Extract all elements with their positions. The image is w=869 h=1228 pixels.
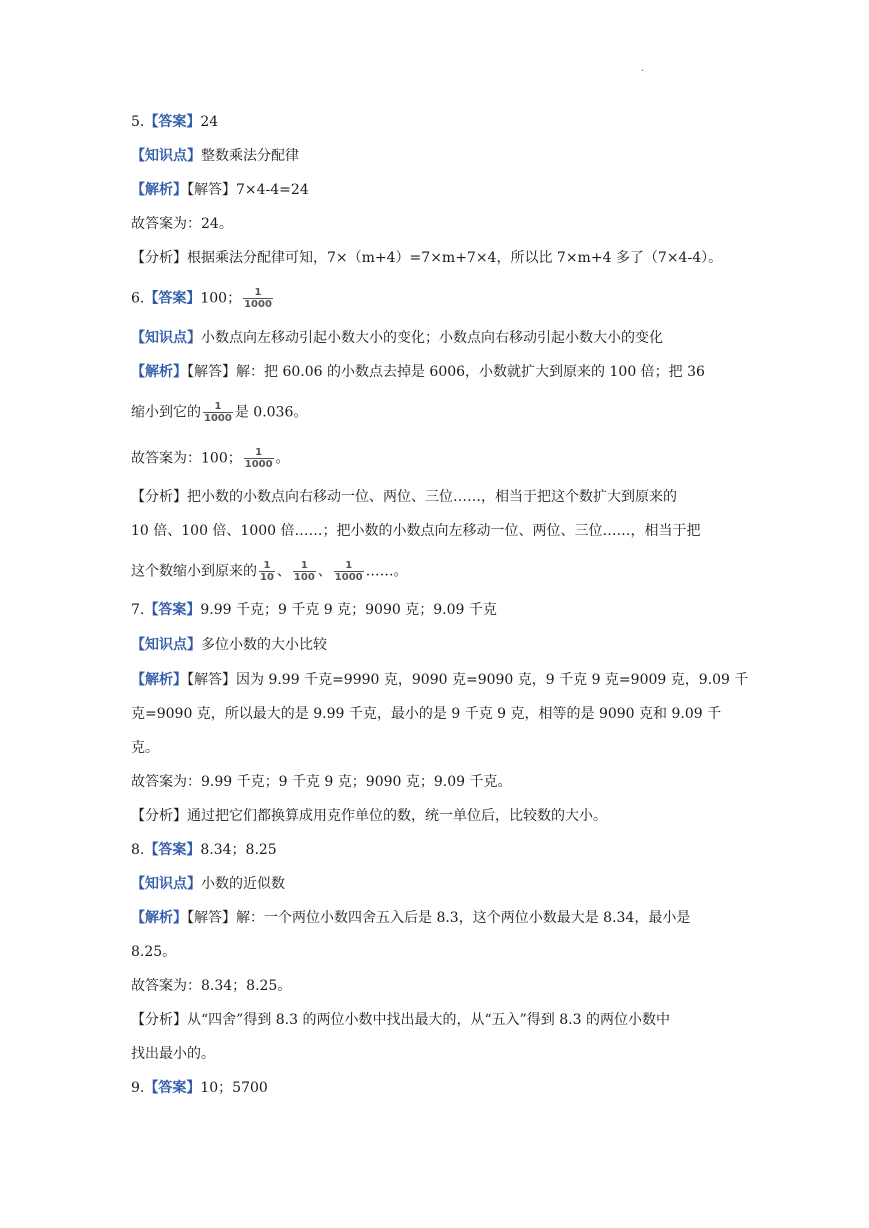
question-number: 6. bbox=[131, 290, 145, 307]
knowledge-text: 小数点向左移动引起小数大小的变化；小数点向右移动引起小数大小的变化 bbox=[201, 330, 663, 346]
separator: 、 bbox=[317, 563, 332, 580]
answer-tag: 【答案】 bbox=[144, 290, 201, 307]
knowledge-text: 多位小数的大小比较 bbox=[201, 637, 327, 653]
fraction-1-1000: $\frac{1}{1000}$ bbox=[244, 287, 272, 310]
solution-tag: 【解答】 bbox=[187, 182, 236, 198]
final-answer-text: 。 bbox=[275, 450, 290, 467]
q7-knowledge-line bbox=[131, 634, 751, 656]
q5-knowledge-line bbox=[131, 145, 751, 167]
q8-analysis-line-2 bbox=[131, 1043, 751, 1065]
knowledge-tag: 【知识点】 bbox=[131, 637, 201, 653]
question-number: 8. bbox=[131, 842, 145, 858]
q7-solution-line-3 bbox=[131, 737, 751, 759]
analysis-text: 10 倍、100 倍、1000 倍……；把小数的小数点向左移动一位、两位、三位……，相当于把 bbox=[131, 523, 701, 539]
final-answer-text: 故答案为：24。 bbox=[131, 216, 233, 232]
fraction-1-1000: $\frac{1}{1000}$ bbox=[334, 560, 363, 583]
fraction-1-100: $\frac{1}{100}$ bbox=[293, 560, 315, 583]
answer-tag: 【答案】 bbox=[144, 842, 201, 858]
analysis-tag: 【分析】 bbox=[131, 250, 187, 266]
answer-text: 9.99 千克；9 千克 9 克；9090 克；9.09 千克 bbox=[200, 602, 497, 618]
q8-analysis-line-1 bbox=[131, 1009, 751, 1031]
q8-solution-line-1 bbox=[131, 907, 751, 929]
q8-final-line bbox=[131, 975, 751, 997]
analysis-text: 从“四舍”得到 8.3 的两位小数中找出最大的，从“五入”得到 8.3 的两位小数中 bbox=[187, 1012, 670, 1028]
analysis-text: 这个数缩小到原来的 bbox=[131, 563, 257, 580]
q5-solution-line bbox=[131, 179, 751, 201]
answer-text: 100； bbox=[200, 290, 242, 307]
q6-analysis-line-2 bbox=[131, 520, 751, 542]
q6-final-line bbox=[131, 447, 751, 470]
final-answer-text: 故答案为：8.34；8.25。 bbox=[131, 978, 292, 994]
question-number: 9. bbox=[131, 1080, 145, 1096]
fraction-1-1000: $\frac{1}{1000}$ bbox=[244, 447, 273, 470]
analysis-text: 通过把它们都换算成用克作单位的数，统一单位后，比较数的大小。 bbox=[187, 808, 607, 824]
analysis-tag: 【分析】 bbox=[131, 489, 187, 505]
q8-answer-line bbox=[131, 839, 751, 861]
solution-text: 克。 bbox=[131, 740, 159, 756]
q5-final-line bbox=[131, 213, 751, 235]
solution-text: 是 0.036。 bbox=[234, 404, 308, 421]
question-number: 5. bbox=[131, 114, 145, 130]
question-number: 7. bbox=[131, 602, 145, 618]
q7-answer-line bbox=[131, 599, 751, 621]
parse-tag: 【解析】 bbox=[131, 910, 187, 926]
solution-text: 克=9090 克，所以最大的是 9.99 千克，最小的是 9 千克 9 克，相等的是 9090 克和 9.09 千 bbox=[131, 706, 722, 722]
q7-analysis-line bbox=[131, 805, 751, 827]
analysis-tag: 【分析】 bbox=[131, 808, 187, 824]
solution-tag: 【解答】 bbox=[187, 364, 236, 380]
knowledge-text: 小数的近似数 bbox=[201, 876, 285, 892]
answer-text: 10；5700 bbox=[200, 1080, 268, 1096]
solution-text: 解：把 60.06 的小数点去掉是 6006，小数就扩大到原来的 100 倍；把 36 bbox=[236, 364, 705, 380]
answer-tag: 【答案】 bbox=[144, 602, 201, 618]
solution-text: 8.25。 bbox=[131, 944, 177, 960]
analysis-text: 根据乘法分配律可知，7×（m+4）=7×m+7×4，所以比 7×m+4 多了（7×4-4）。 bbox=[187, 250, 723, 266]
analysis-tag: 【分析】 bbox=[131, 1012, 187, 1028]
answer-text: 8.34；8.25 bbox=[200, 842, 277, 858]
q5-answer-line bbox=[131, 111, 751, 133]
q7-final-line bbox=[131, 771, 751, 793]
analysis-text: 把小数的小数点向右移动一位、两位、三位……，相当于把这个数扩大到原来的 bbox=[187, 489, 677, 505]
q7-solution-line-2 bbox=[131, 703, 751, 725]
q5-analysis-line bbox=[131, 247, 751, 269]
parse-tag: 【解析】 bbox=[131, 364, 187, 380]
knowledge-tag: 【知识点】 bbox=[131, 330, 201, 346]
solution-text: 7×4-4=24 bbox=[236, 182, 309, 198]
q6-analysis-line-3 bbox=[131, 560, 751, 583]
solution-text: 因为 9.99 千克=9990 克，9090 克=9090 克，9 千克 9 克=9009 克，9.09 千 bbox=[236, 672, 749, 688]
page-mark: · bbox=[641, 66, 645, 77]
answer-tag: 【答案】 bbox=[144, 114, 201, 130]
knowledge-tag: 【知识点】 bbox=[131, 148, 201, 164]
solution-text: 缩小到它的 bbox=[131, 404, 201, 421]
solution-tag: 【解答】 bbox=[187, 672, 236, 688]
analysis-text: ……。 bbox=[365, 563, 408, 580]
parse-tag: 【解析】 bbox=[131, 182, 187, 198]
solution-text: 解：一个两位小数四舍五入后是 8.3，这个两位小数最大是 8.34，最小是 bbox=[236, 910, 691, 926]
analysis-text: 找出最小的。 bbox=[131, 1046, 215, 1062]
fraction-1-10: $\frac{1}{10}$ bbox=[260, 560, 274, 583]
parse-tag: 【解析】 bbox=[131, 672, 187, 688]
knowledge-text: 整数乘法分配律 bbox=[201, 148, 299, 164]
q6-knowledge-line bbox=[131, 327, 751, 349]
knowledge-tag: 【知识点】 bbox=[131, 876, 201, 892]
fraction-1-1000: $\frac{1}{1000}$ bbox=[204, 401, 232, 424]
solution-tag: 【解答】 bbox=[187, 910, 236, 926]
q8-knowledge-line bbox=[131, 873, 751, 895]
answer-text: 24 bbox=[200, 114, 219, 130]
separator: 、 bbox=[276, 563, 291, 580]
answer-tag: 【答案】 bbox=[144, 1080, 201, 1096]
q7-solution-line-1 bbox=[131, 669, 751, 691]
q6-answer-line bbox=[131, 287, 751, 310]
final-answer-text: 故答案为：9.99 千克；9 千克 9 克；9090 克；9.09 千克。 bbox=[131, 774, 512, 790]
q6-analysis-line-1 bbox=[131, 486, 751, 508]
final-answer-text: 故答案为：100； bbox=[131, 450, 242, 467]
q6-solution-line-1 bbox=[131, 361, 751, 383]
q9-answer-line bbox=[131, 1077, 751, 1099]
q8-solution-line-2 bbox=[131, 941, 751, 963]
q6-solution-line-2 bbox=[131, 401, 751, 424]
